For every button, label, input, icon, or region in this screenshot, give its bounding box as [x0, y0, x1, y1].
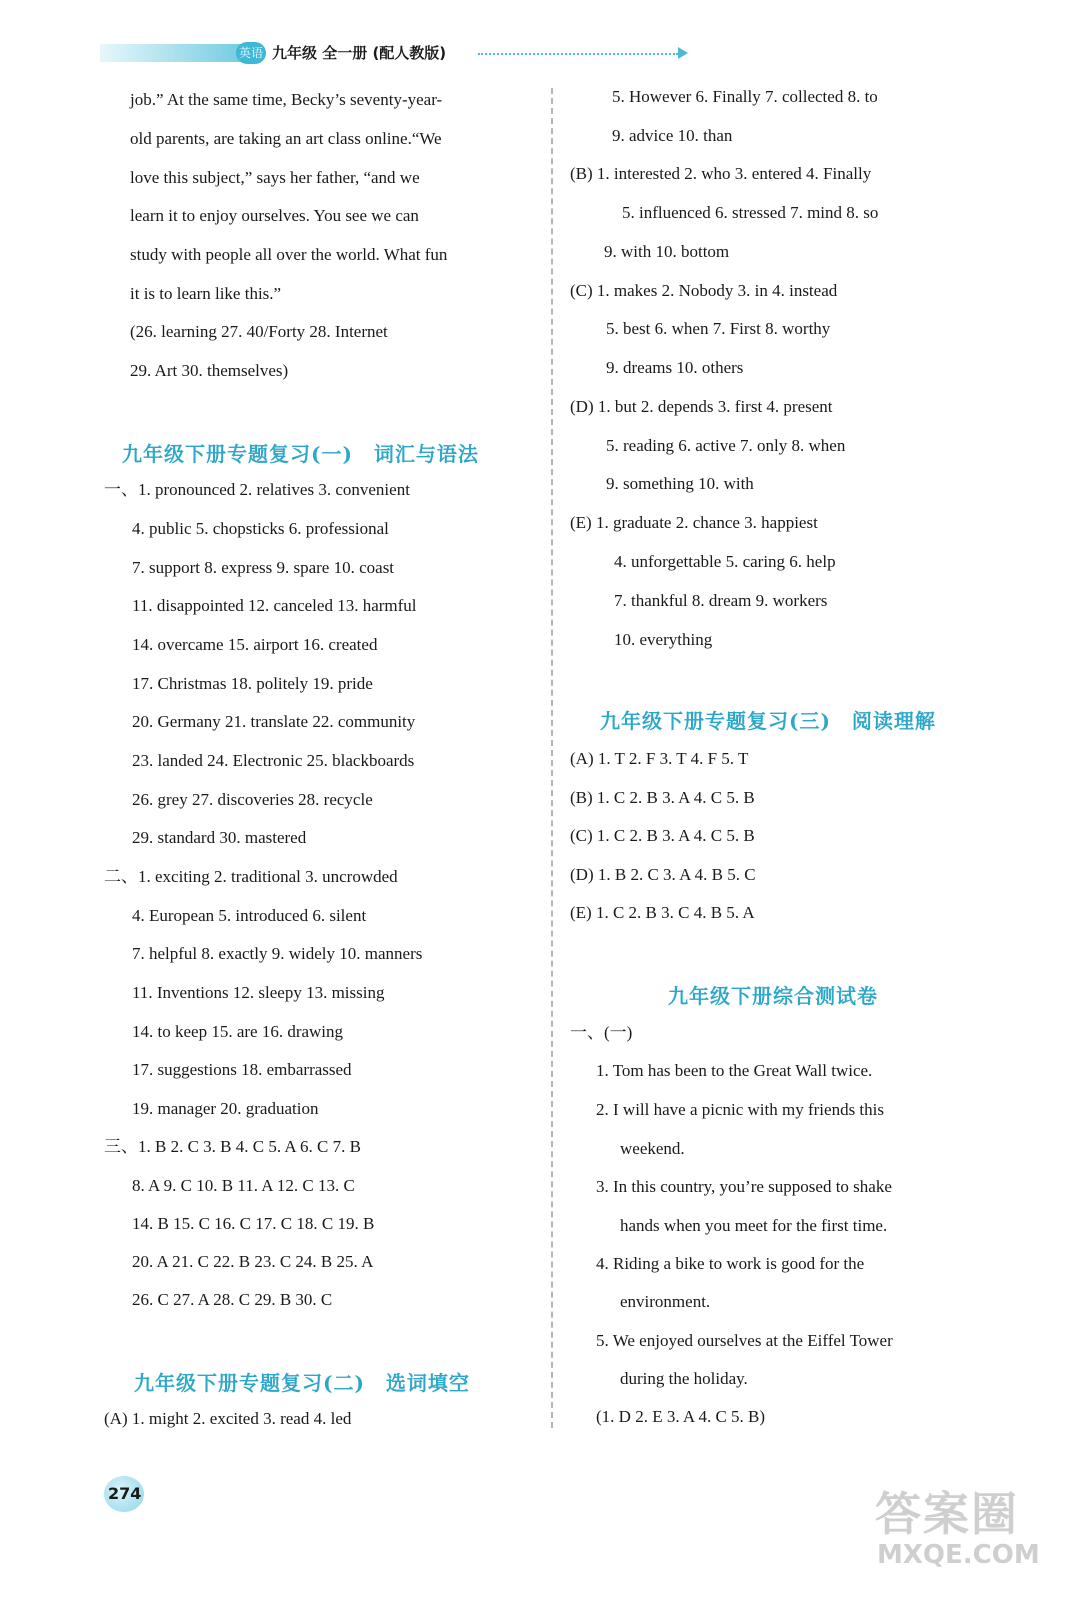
- answer-line: 17. suggestions 18. embarrassed: [132, 1060, 352, 1079]
- answer-line: (B) 1. C 2. B 3. A 4. C 5. B: [570, 788, 755, 807]
- answer-line: hands when you meet for the first time.: [620, 1216, 888, 1235]
- answer-line: (C) 1. makes 2. Nobody 3. in 4. instead: [570, 281, 838, 300]
- answer-line: 一、(一): [570, 1023, 633, 1042]
- section-title-test: 九年级下册综合测试卷: [668, 984, 878, 1008]
- answer-line: 20. A 21. C 22. B 23. C 24. B 25. A: [132, 1252, 374, 1271]
- passage-line: love this subject,” says her father, “and we: [130, 168, 420, 187]
- answer-line: 4. European 5. introduced 6. silent: [132, 906, 367, 925]
- answer-line: (B) 1. interested 2. who 3. entered 4. Finally: [570, 164, 872, 183]
- answer-line: 10. everything: [614, 630, 713, 649]
- answer-line: 1. Tom has been to the Great Wall twice.: [596, 1061, 873, 1080]
- answer-line: 5. We enjoyed ourselves at the Eiffel Tower: [596, 1331, 893, 1350]
- passage-line: learn it to enjoy ourselves. You see we can: [130, 206, 419, 225]
- header-title: 九年级 全一册 (配人教版): [272, 44, 447, 62]
- answer-line: weekend.: [620, 1139, 685, 1158]
- passage-line: study with people all over the world. What fun: [130, 245, 448, 264]
- answer-line: 19. manager 20. graduation: [132, 1099, 319, 1118]
- answer-line: (D) 1. B 2. C 3. A 4. B 5. C: [570, 865, 756, 884]
- answer-line: 5. However 6. Finally 7. collected 8. to: [612, 87, 878, 106]
- page-header: [100, 36, 700, 70]
- watermark-logo: 答案圈: [875, 1487, 1019, 1541]
- answer-line: 20. Germany 21. translate 22. community: [132, 712, 416, 731]
- answer-line: 5. reading 6. active 7. only 8. when: [606, 436, 846, 455]
- answer-line: 5. influenced 6. stressed 7. mind 8. so: [622, 203, 879, 222]
- answer-line: (E) 1. graduate 2. chance 3. happiest: [570, 513, 818, 532]
- answer-line: 29. Art 30. themselves): [130, 361, 289, 380]
- answer-line: 4. public 5. chopsticks 6. professional: [132, 519, 389, 538]
- passage-line: old parents, are taking an art class online.“We: [130, 129, 442, 148]
- section-title-review2: 九年级下册专题复习(二) 选词填空: [134, 1371, 470, 1395]
- watermark-url: MXQE.COM: [877, 1540, 1040, 1570]
- answer-line: 14. overcame 15. airport 16. created: [132, 635, 378, 654]
- answer-line: 11. disappointed 12. canceled 13. harmful: [132, 596, 417, 615]
- answer-line: (C) 1. C 2. B 3. A 4. C 5. B: [570, 826, 755, 845]
- answer-line: 26. grey 27. discoveries 28. recycle: [132, 790, 373, 809]
- page-number: [108, 1484, 142, 1508]
- page-number-text: 274: [108, 1484, 142, 1503]
- header-dotted-line: [478, 53, 678, 55]
- section-title-review1: 九年级下册专题复习(一) 词汇与语法: [122, 442, 479, 466]
- answer-line: (E) 1. C 2. B 3. C 4. B 5. A: [570, 903, 755, 922]
- passage-line: job.” At the same time, Becky’s seventy-year-: [130, 90, 443, 109]
- answer-line: 14. to keep 15. are 16. drawing: [132, 1022, 344, 1041]
- subject-badge: 英语: [236, 42, 266, 64]
- answer-line: 26. C 27. A 28. C 29. B 30. C: [132, 1290, 333, 1309]
- arrow-icon: [678, 47, 688, 59]
- answer-line: 一、1. pronounced 2. relatives 3. convenient: [104, 480, 410, 499]
- answer-line: 2. I will have a picnic with my friends this: [596, 1100, 884, 1119]
- passage-line: it is to learn like this.”: [130, 284, 282, 303]
- answer-line: 8. A 9. C 10. B 11. A 12. C 13. C: [132, 1176, 355, 1195]
- answer-line: 三、1. B 2. C 3. B 4. C 5. A 6. C 7. B: [104, 1137, 361, 1156]
- answer-line: 7. helpful 8. exactly 9. widely 10. manners: [132, 944, 423, 963]
- answer-line: 17. Christmas 18. politely 19. pride: [132, 674, 373, 693]
- answer-line: 3. In this country, you’re supposed to shake: [596, 1177, 892, 1196]
- header-decor-band: [100, 44, 250, 62]
- answer-line: 7. thankful 8. dream 9. workers: [614, 591, 828, 610]
- answer-line: 23. landed 24. Electronic 25. blackboards: [132, 751, 415, 770]
- column-divider: [551, 88, 553, 1428]
- answer-line: 二、1. exciting 2. traditional 3. uncrowded: [104, 867, 398, 886]
- answer-line: (A) 1. T 2. F 3. T 4. F 5. T: [570, 749, 749, 768]
- answer-line: 5. best 6. when 7. First 8. worthy: [606, 319, 831, 338]
- answer-line: (D) 1. but 2. depends 3. first 4. present: [570, 397, 833, 416]
- watermark: [875, 1478, 1045, 1578]
- answer-line: 7. support 8. express 9. spare 10. coast: [132, 558, 395, 577]
- answer-line: environment.: [620, 1292, 711, 1311]
- answer-line: 4. unforgettable 5. caring 6. help: [614, 552, 836, 571]
- answer-line: (26. learning 27. 40/Forty 28. Internet: [130, 322, 388, 341]
- answer-line: 29. standard 30. mastered: [132, 828, 307, 847]
- section-title-review3: 九年级下册专题复习(三) 阅读理解: [600, 709, 936, 733]
- answer-line: 9. dreams 10. others: [606, 358, 744, 377]
- answer-line: 11. Inventions 12. sleepy 13. missing: [132, 983, 385, 1002]
- answer-line: 4. Riding a bike to work is good for the: [596, 1254, 865, 1273]
- answer-line: 9. advice 10. than: [612, 126, 733, 145]
- answer-line: (1. D 2. E 3. A 4. C 5. B): [596, 1407, 766, 1426]
- answer-line: (A) 1. might 2. excited 3. read 4. led: [104, 1409, 352, 1428]
- answer-line: 9. something 10. with: [606, 474, 754, 493]
- answer-line: 9. with 10. bottom: [604, 242, 730, 261]
- answer-line: during the holiday.: [620, 1369, 748, 1388]
- answer-line: 14. B 15. C 16. C 17. C 18. C 19. B: [132, 1214, 375, 1233]
